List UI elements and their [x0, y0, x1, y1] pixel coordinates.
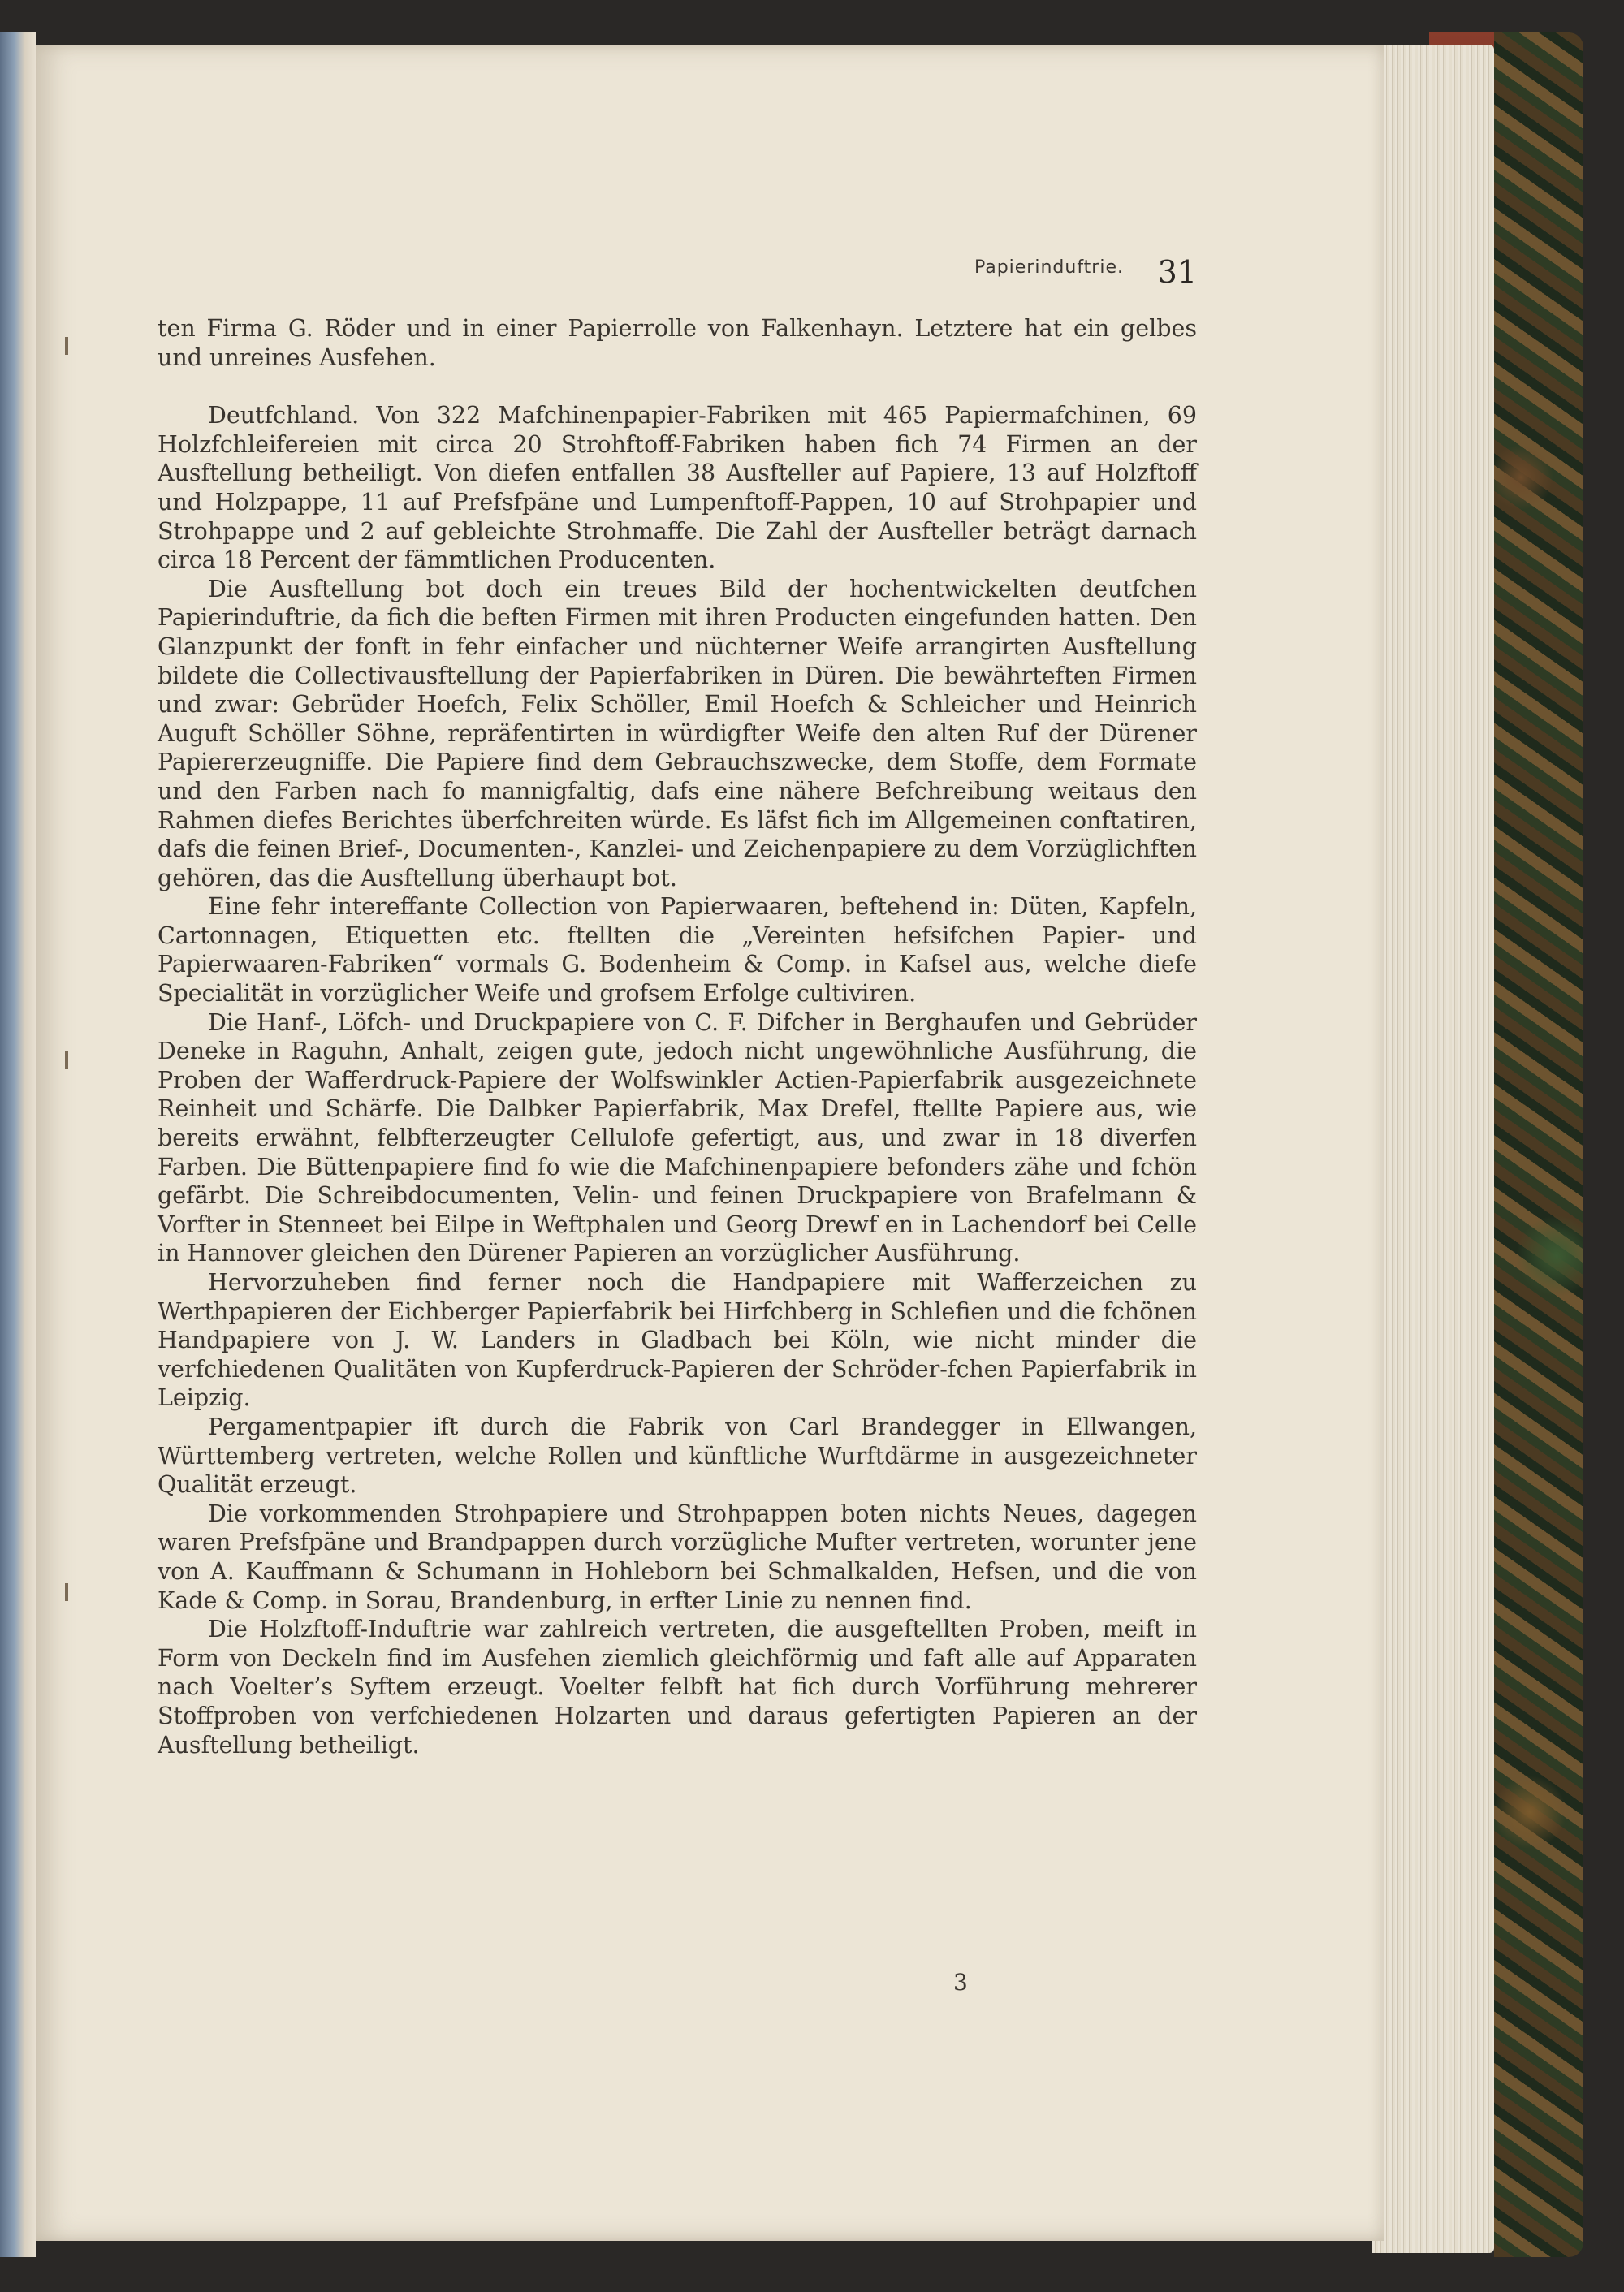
body-text	[158, 314, 1197, 1759]
facing-page-edge	[0, 32, 36, 2257]
paragraph: Die Hanf-, Löfch- und Druckpapiere von C. F. Difcher in Berghaufen und Gebrüder Deneke in Raguhn, Anhalt, zeigen gute, jedoch nicht ungewöhnliche Ausführung, die Proben der Wafferdruck-Papiere der Wolfswinkler Actien-Papierfabrik ausgezeichnete Reinheit und Schärfe. Die Dalbker Papierfabrik, Max Drefel, ftellte Papiere aus, wie bereits erwähnt, felbfterzeugter Cellulofe gefertigt, aus, und zwar in 18 diverfen Farben. Die Büttenpapiere find fo wie die Mafchinenpapiere befonders zähe und fchön gefärbt. Die Schreibdocumenten, Velin- und feinen Druckpapiere von Brafelmann & Vorfter in Stenneet bei Eilpe in Weftphalen und Georg Drewf en in Lachendorf bei Celle in Hannover gleichen den Dürener Papieren an vorzüglicher Ausführung.	[158, 1008, 1197, 1267]
edge-mark	[65, 1583, 68, 1601]
marbled-cover	[1494, 32, 1583, 2257]
paragraph: Eine fehr intereffante Collection von Papierwaaren, beftehend in: Düten, Kapfeln, Cartonnagen, Etiquetten etc. ftellten die „Vereinten hefsifchen Papier- und Papierwaaren-Fabriken“ vormals G. Bodenheim & Comp. in Kafsel aus, welche diefe Specialität in vorzüglicher Weife und grofsem Erfolge cultiviren.	[158, 893, 1197, 1008]
paragraph: Die Holzftoff-Induftrie war zahlreich vertreten, die ausgeftellten Proben, meift in Form von Deckeln find im Ausfehen ziemlich gleichförmig und faft alle auf Apparaten nach Voelter’s Syftem erzeugt. Voelter felbft hat fich durch Vorführung mehrerer Stoffproben von verfchiedenen Holzarten und daraus gefertigten Papieren an der Ausftellung betheiligt.	[158, 1616, 1197, 1759]
paragraph: Deutfchland. Von 322 Mafchinenpapier-Fabriken mit 465 Papiermafchinen, 69 Holzfchleifereien mit circa 20 Strohftoff-Fabriken haben fich 74 Firmen an der Ausftellung betheiligt. Von diefen entfallen 38 Ausfteller auf Papiere, 13 auf Holzftoff und Holzpappe, 11 auf Prefsfpäne und Lumpenftoff-Pappen, 10 auf Strohpapier und Strohpappe und 2 auf gebleichte Strohmaffe. Die Zahl der Ausfteller beträgt darnach circa 18 Percent der fämmtlichen Producenten.	[158, 402, 1197, 574]
paragraph: ten Firma G. Röder und in einer Papierrolle von Falkenhayn. Letztere hat ein gelbes und unreines Ausfehen.	[158, 315, 1197, 371]
book-page	[36, 45, 1384, 2241]
page-stack	[1372, 45, 1494, 2253]
edge-mark	[65, 337, 68, 355]
page-number: 31	[1157, 254, 1197, 290]
paragraph: Hervorzuheben find ferner noch die Handpapiere mit Wafferzeichen zu Werthpapieren der Eichberger Papierfabrik bei Hirfchberg in Schlefien und die fchönen Handpapiere von J. W. Landers in Gladbach bei Köln, wie nicht minder die verfchiedenen Qualitäten von Kupferdruck-Papieren der Schröder-fchen Papierfabrik in Leipzig.	[158, 1269, 1197, 1412]
running-head: Papierinduftrie.	[974, 257, 1124, 278]
edge-mark	[65, 1051, 68, 1069]
paragraph: Pergamentpapier ift durch die Fabrik von Carl Brandegger in Ellwangen, Württemberg vertreten, welche Rollen und künftliche Wurftdärme in ausgezeichneter Qualität erzeugt.	[158, 1413, 1197, 1499]
paragraph: Die vorkommenden Strohpapiere und Strohpappen boten nichts Neues, dagegen waren Prefsfpäne und Brandpappen durch vorzügliche Mufter vertreten, worunter jene von A. Kauffmann & Schumann in Hohleborn bei Schmalkalden, Hefsen, und die von Kade & Comp. in Sorau, Brandenburg, in erfter Linie zu nennen find.	[158, 1500, 1197, 1614]
signature-mark: 3	[953, 1969, 968, 1996]
paragraph: Die Ausftellung bot doch ein treues Bild der hochentwickelten deutfchen Papierinduftrie, da fich die beften Firmen mit ihren Producten eingefunden hatten. Den Glanzpunkt der fonft in fehr einfacher und nüchterner Weife arrangirten Ausftellung bildete die Collectivausftellung der Papierfabriken in Düren. Die bewährteften Firmen und zwar: Gebrüder Hoefch, Felix Schöller, Emil Hoefch & Schleicher und Heinrich Auguft Schöller Söhne, repräfentirten in würdigfter Weife den alten Ruf der Dürener Papiererzeugniffe. Die Papiere find dem Gebrauchszwecke, dem Stoffe, dem Formate und den Farben nach fo mannigfaltig, dafs eine nähere Befchreibung weitaus den Rahmen diefes Berichtes überfchreiten würde. Es läfst fich im Allgemeinen conftatiren, dafs die feinen Brief-, Documenten-, Kanzlei- und Zeichenpapiere zu dem Vorzüglichften gehören, das die Ausftellung überhaupt bot.	[158, 575, 1197, 891]
